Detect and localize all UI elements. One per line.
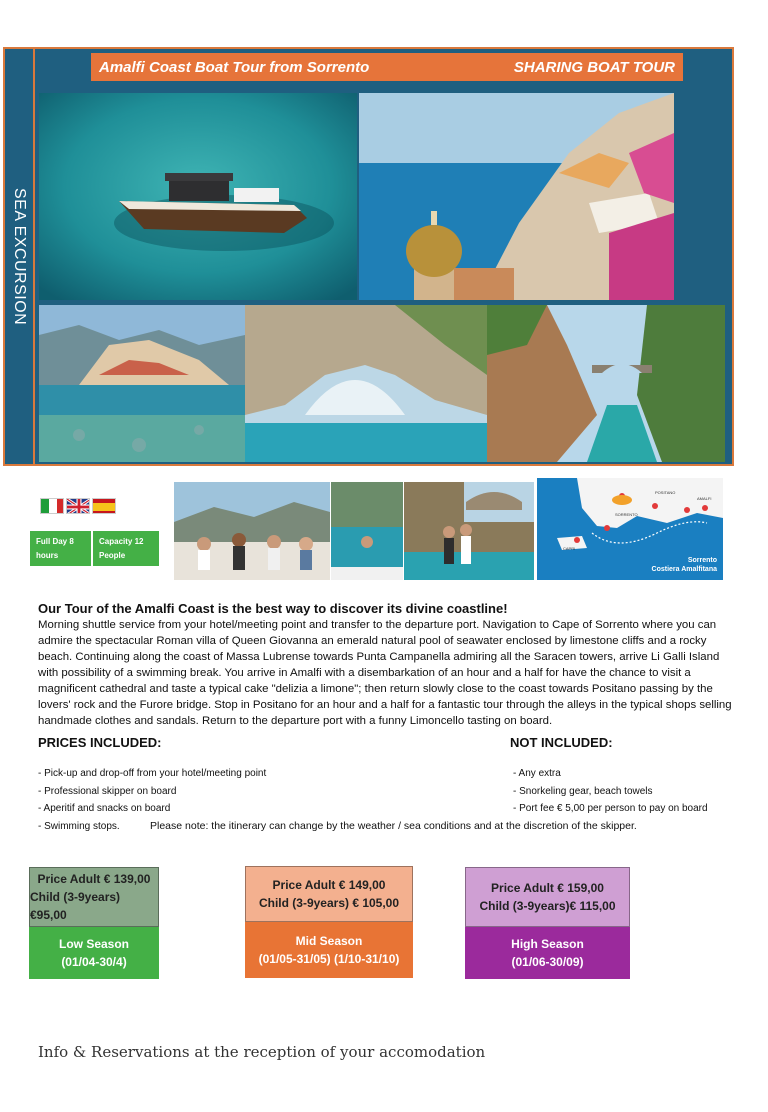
map-caption: Sorrento Costiera Amalfitana <box>651 557 717 573</box>
low-season-label: Low Season (01/04-30/4) <box>29 927 159 979</box>
high-season-price: Price Adult € 159,00 Child (3-9years)€ 115,00 <box>465 867 630 927</box>
list-item: - Port fee € 5,00 per person to pay on board <box>513 803 708 814</box>
map-label-positano: POSITANO <box>655 490 676 495</box>
uk-flag-icon <box>66 498 90 514</box>
duration-box: Full Day 8 hours <box>30 531 91 566</box>
fjord-photo <box>487 305 725 462</box>
boat-photo <box>39 93 357 300</box>
map-label-capri: CAPRI <box>563 546 576 551</box>
hero-banner <box>3 47 734 466</box>
list-item: - Snorkeling gear, beach towels <box>513 785 653 797</box>
spanish-flag-icon <box>92 498 116 514</box>
low-season-price: Price Adult € 139,00 Child (3-9years) €95,00 <box>29 867 159 927</box>
positano-photo <box>359 93 674 300</box>
guests-photo <box>174 482 330 580</box>
tour-title: Amalfi Coast Boat Tour from Sorrento <box>99 58 370 76</box>
description-headline: Our Tour of the Amalfi Coast is the best way to discover its divine coastline! <box>38 601 508 616</box>
list-item: - Professional skipper on board <box>38 785 177 797</box>
not-included-title: NOT INCLUDED: <box>510 735 613 750</box>
description-body: Morning shuttle service from your hotel/meeting point and transfer to the departure port. Navigation to Cape of Sorrento where you can admire the spectacular Roman villa of Queen Giovanna an emerald natural pool of seawater enclosed by limestone cliffs and a rocky beach. Continuing along the coast of Massa Lubrense towards Punta Campanella admiring all the Saracen towers, arrive Li Galli Island with possibility of a swimming break. You arrive in Amalfi with a disembarkation of an hour and a half for have the chance to visit a magnificent cathedral and taste a typical cake "delizia a limone"; then return slowly close to the coast towards Positano passing by the lovers' rock and the Furore bridge. Stop in Positano for an hour and a half for a fantastic tour through the alleys in the typical shops selling handmade clothes and sandals. Return to the departure port with a funny Limoncello tasting on board. <box>38 619 732 727</box>
capacity-box: Capacity 12 People <box>93 531 159 566</box>
map-label-amalfi: AMALFI <box>697 496 712 501</box>
route-map <box>537 478 723 580</box>
list-item: - Swimming stops. <box>38 820 120 832</box>
included-title: PRICES INCLUDED: <box>38 735 162 750</box>
italian-flag-icon <box>40 498 64 514</box>
high-season-label: High Season (01/06-30/09) <box>465 927 630 979</box>
mid-season-price: Price Adult € 149,00 Child (3-9years) € 105,00 <box>245 866 413 922</box>
rock-arch-photo <box>245 305 487 462</box>
list-item: - Any extra <box>513 768 561 779</box>
list-item: - Aperitif and snacks on board <box>38 803 171 814</box>
side-label: SEA EXCURSION <box>11 187 28 326</box>
itinerary-note: Please note: the itinerary can change by the weather / sea conditions and at the discretion of the skipper. <box>150 820 637 832</box>
village-photo <box>39 305 245 462</box>
couple-photo <box>404 482 534 580</box>
footer-info: Info & Reservations at the reception of your accomodation <box>38 1043 486 1061</box>
title-bar <box>91 53 683 81</box>
list-item: - Pick-up and drop-off from your hotel/meeting point <box>38 768 267 779</box>
language-flags <box>40 498 116 514</box>
tour-type: SHARING BOAT TOUR <box>513 58 675 76</box>
side-tab <box>5 49 35 464</box>
map-label-sorrento: SORRENTO <box>615 512 638 517</box>
mid-season-label: Mid Season (01/05-31/05) (1/10-31/10) <box>245 922 413 978</box>
snorkel-photo <box>331 482 403 580</box>
not-included-list <box>513 765 708 818</box>
